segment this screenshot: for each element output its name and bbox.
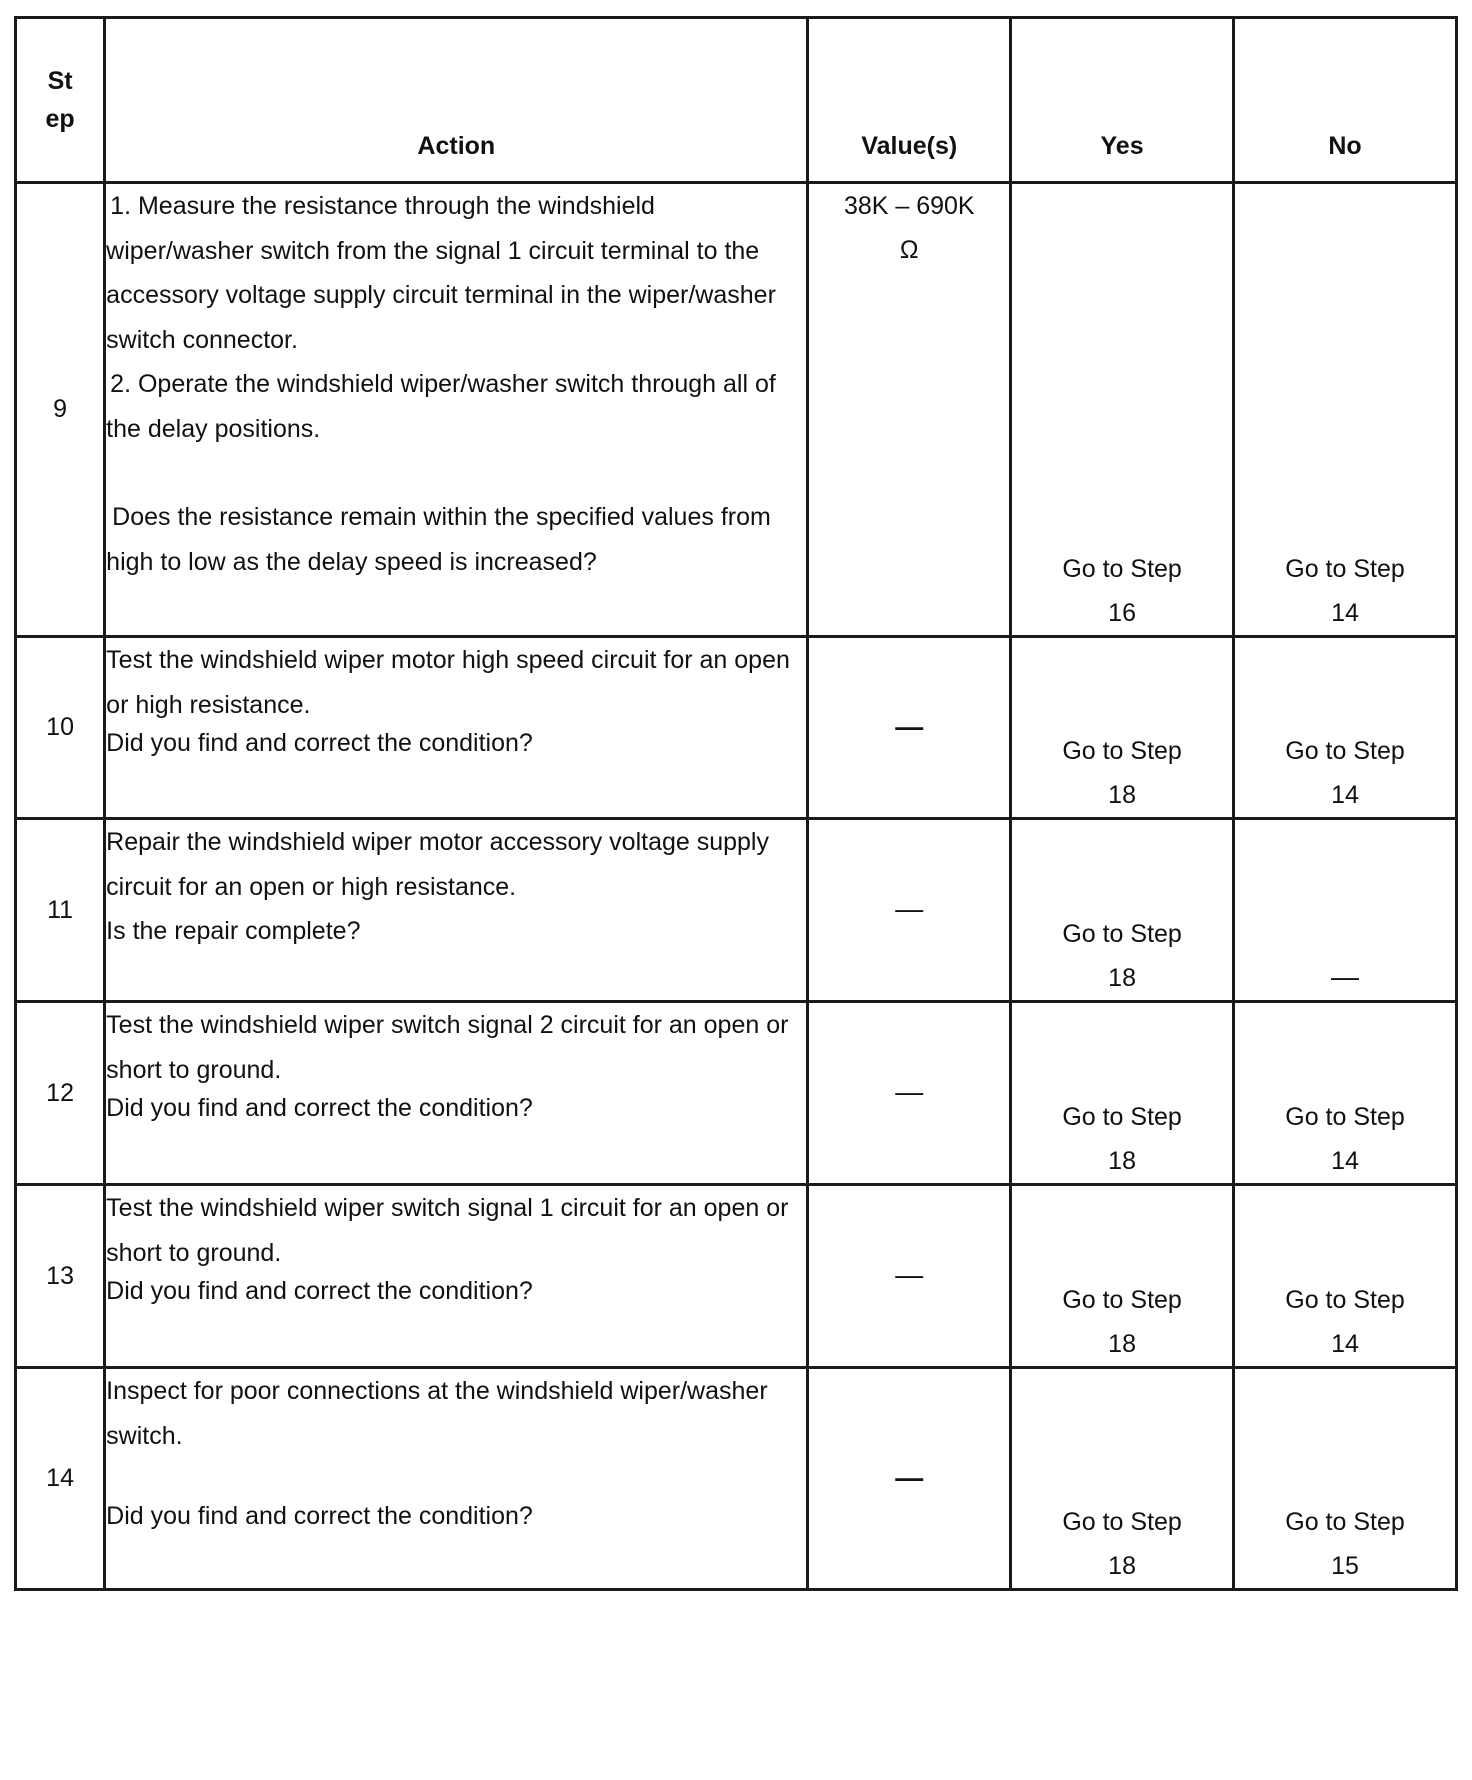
no-cell	[1234, 819, 1457, 1002]
action-cell	[105, 183, 808, 637]
yes-cell: Go to Step 18	[1011, 637, 1234, 819]
action-question: Did you find and correct the condition?	[106, 1277, 533, 1305]
table-row	[16, 637, 1457, 819]
value-dash: —	[895, 1461, 924, 1493]
header-no: No	[1234, 18, 1457, 183]
action-question: Did you find and correct the condition?	[106, 1094, 533, 1122]
value-cell	[808, 637, 1011, 819]
no-cell: Go to Step 14	[1234, 1185, 1457, 1368]
action-cell	[105, 1368, 808, 1590]
yes-cell: Go to Step 18	[1011, 1185, 1234, 1368]
table-header-row	[16, 18, 1457, 183]
header-values: Value(s)	[808, 18, 1011, 183]
action-cell	[105, 1185, 808, 1368]
value-cell: 38K – 690K Ω	[808, 183, 1011, 637]
yes-cell: Go to Step 16	[1011, 183, 1234, 637]
action-text: Test the windshield wiper switch signal 1 circuit for an open or short to ground.	[106, 1194, 789, 1267]
action-text: 2. Operate the windshield wiper/washer switch through all of the delay positions.	[106, 370, 776, 443]
action-text: 1. Measure the resistance through the windshield wiper/washer switch from the signal 1 circuit terminal to the accessory voltage supply circuit terminal in the wiper/washer switch connector.	[106, 192, 776, 354]
value-dash: —	[895, 1076, 924, 1108]
step-number: 14	[16, 1368, 105, 1590]
diagnostic-table	[14, 16, 1458, 1591]
action-question: Does the resistance remain within the specified values from high to low as the delay speed is increased?	[106, 503, 771, 576]
no-cell: Go to Step 14	[1234, 1002, 1457, 1185]
step-number: 11	[16, 819, 105, 1002]
step-number: 10	[16, 637, 105, 819]
spacer	[106, 451, 806, 495]
no-cell: Go to Step 15	[1234, 1368, 1457, 1590]
table-row	[16, 1002, 1457, 1185]
action-text: Inspect for poor connections at the windshield wiper/washer switch.	[106, 1377, 768, 1450]
table-row	[16, 1185, 1457, 1368]
yes-cell: Go to Step 18	[1011, 1002, 1234, 1185]
no-cell: Go to Step 14	[1234, 183, 1457, 637]
action-question: Is the repair complete?	[106, 917, 361, 945]
action-text: Repair the windshield wiper motor accessory voltage supply circuit for an open or high resistance.	[106, 828, 769, 901]
action-cell	[105, 819, 808, 1002]
table-row	[16, 183, 1457, 637]
no-dash: —	[1331, 961, 1360, 992]
value-dash: —	[895, 710, 924, 742]
action-question: Did you find and correct the condition?	[106, 729, 533, 757]
step-number: 13	[16, 1185, 105, 1368]
action-text: Test the windshield wiper switch signal 2 circuit for an open or short to ground.	[106, 1011, 789, 1084]
step-number: 12	[16, 1002, 105, 1185]
step-number: 9	[16, 183, 105, 637]
header-step-label: St ep	[45, 67, 75, 133]
action-cell	[105, 637, 808, 819]
yes-cell: Go to Step 18	[1011, 1368, 1234, 1590]
no-cell: Go to Step 14	[1234, 637, 1457, 819]
header-yes: Yes	[1011, 18, 1234, 183]
yes-cell: Go to Step 18	[1011, 819, 1234, 1002]
action-cell	[105, 1002, 808, 1185]
value-cell	[808, 1002, 1011, 1185]
action-text: Test the windshield wiper motor high speed circuit for an open or high resistance.	[106, 646, 790, 719]
spacer	[106, 1458, 806, 1494]
value-dash: —	[895, 893, 924, 925]
header-step	[16, 18, 105, 183]
header-action: Action	[105, 18, 808, 183]
value-cell	[808, 1185, 1011, 1368]
table-row	[16, 819, 1457, 1002]
value-cell	[808, 1368, 1011, 1590]
action-question: Did you find and correct the condition?	[106, 1502, 533, 1530]
table-row	[16, 1368, 1457, 1590]
value-cell	[808, 819, 1011, 1002]
value-dash: —	[895, 1259, 924, 1291]
